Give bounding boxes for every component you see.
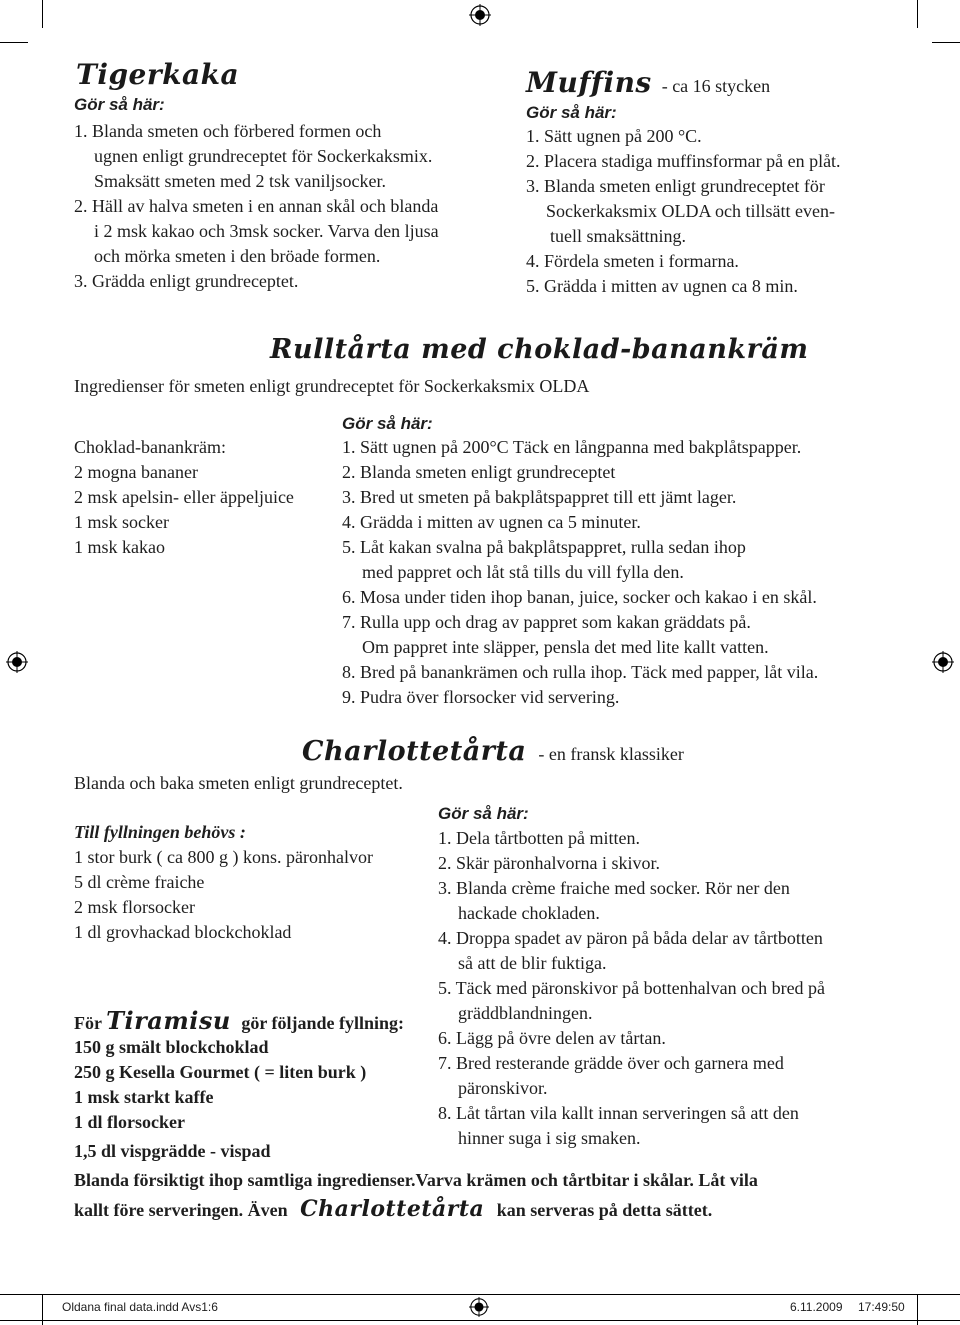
step-line: Om pappret inte släpper, pensla det med lite kallt vatten. [362, 637, 769, 657]
ingredient: 1 stor burk ( ca 800 g ) kons. päronhalvor [74, 847, 373, 867]
step-line: 4. Fördela smeten i formarna. [526, 251, 739, 271]
tiramisu-ingredients [74, 1035, 366, 1164]
rulltarta-title: Rulltårta med choklad-banankräm [270, 334, 809, 365]
step-line: 3. Bred ut smeten på bakplåtspappret till ett jämt lager. [342, 487, 737, 507]
slug-line [0, 1294, 960, 1295]
step-line: 5. Låt kakan svalna på bakplåtspappret, rulla sedan ihop [342, 537, 746, 557]
step-line: hackade chokladen. [458, 903, 600, 923]
step-line: 2. Häll av halva smeten i en annan skål och blanda [74, 196, 439, 216]
charlotte-intro: Blanda och baka smeten enligt grundreceptet. [74, 773, 403, 793]
footer-file: Oldana final data.indd Avs1:6 [62, 1300, 218, 1314]
ingredient: Choklad-banankräm: [74, 437, 226, 457]
step-line: 2. Blanda smeten enligt grundreceptet [342, 462, 616, 482]
step-line: 1. Blanda smeten och förbered formen och [74, 121, 382, 141]
charlotte-steps [438, 826, 825, 1151]
charlotte-header [302, 736, 684, 767]
step-line: och mörka smeten i den bröade formen. [94, 246, 381, 266]
step-line: gräddblandningen. [458, 1003, 593, 1023]
crop-mark [917, 0, 918, 28]
tiramisu-header [74, 1008, 404, 1036]
tiramisu-suffix: gör följande fyllning: [241, 1013, 405, 1033]
rulltarta-steps [342, 435, 818, 710]
step-line: med pappret och låt stå tills du vill fylla den. [362, 562, 684, 582]
rulltarta-intro: Ingredienser för smeten enligt grundreceptet för Sockerkaksmix OLDA [74, 376, 590, 396]
muffins-title: Muffins [526, 66, 652, 99]
muffins-howto: Gör så här: [526, 103, 617, 122]
tigerkaka-title: Tigerkaka [76, 58, 240, 91]
step-line: 2. Placera stadiga muffinsformar på en plåt. [526, 151, 841, 171]
step-line: 4. Grädda i mitten av ugnen ca 5 minuter. [342, 512, 641, 532]
crop-mark [42, 1294, 43, 1325]
slug-line [0, 1320, 960, 1321]
closing-text: kan serveras på detta sättet. [496, 1200, 713, 1220]
step-line: 1. Dela tårtbotten på mitten. [438, 828, 640, 848]
charlotte-subtitle: - en fransk klassiker [538, 744, 684, 764]
step-line: 5. Täck med päronskivor på bottenhalvan och bred på [438, 978, 826, 998]
step-line: 6. Lägg på övre delen av tårtan. [438, 1028, 666, 1048]
charlotte-filling [74, 845, 373, 945]
crop-mark [0, 42, 28, 43]
muffins-header [526, 66, 770, 99]
step-line: 7. Rulla upp och drag av pappret som kakan gräddats på. [342, 612, 751, 632]
rulltarta-howto: Gör så här: [342, 414, 433, 433]
ingredient: 1 msk kakao [74, 537, 165, 557]
registration-mark-icon [6, 651, 28, 673]
ingredient: 2 mogna bananer [74, 462, 198, 482]
ingredient: 1 msk socker [74, 512, 169, 532]
step-line: 9. Pudra över florsocker vid servering. [342, 687, 620, 707]
step-line: 5. Grädda i mitten av ugnen ca 8 min. [526, 276, 798, 296]
step-line: 3. Grädda enligt grundreceptet. [74, 271, 299, 291]
charlotte-title: Charlottetårta [302, 736, 527, 767]
step-line: 1. Sätt ugnen på 200 °C. [526, 126, 702, 146]
ingredient: 2 msk florsocker [74, 897, 195, 917]
step-line: 8. Låt tårtan vila kallt innan serveringen så att den [438, 1103, 799, 1123]
tiramisu-closing-2 [74, 1197, 712, 1223]
ingredient: 1 dl florsocker [74, 1112, 185, 1132]
step-line: i 2 msk kakao och 3msk socker. Varva den ljusa [94, 221, 439, 241]
tigerkaka-steps [74, 119, 439, 294]
step-line: 2. Skär päronhalvorna i skivor. [438, 853, 660, 873]
step-line: Smaksätt smeten med 2 tsk vaniljsocker. [94, 171, 386, 191]
ingredient: 2 msk apelsin- eller äppeljuice [74, 487, 294, 507]
ingredient: 150 g smält blockchoklad [74, 1037, 269, 1057]
ingredient: 1,5 dl vispgrädde - vispad [74, 1141, 271, 1161]
registration-mark-icon [469, 4, 491, 26]
step-line: päronskivor. [458, 1078, 548, 1098]
crop-mark [917, 1294, 918, 1325]
crop-mark [932, 42, 960, 43]
step-line: så att de blir fuktiga. [458, 953, 607, 973]
muffins-steps [526, 124, 841, 299]
charlotte-howto: Gör så här: [438, 804, 529, 823]
step-line: 4. Droppa spadet av päron på båda delar av tårtbotten [438, 928, 823, 948]
step-line: ugnen enligt grundreceptet för Sockerkaksmix. [94, 146, 433, 166]
registration-mark-icon [469, 1297, 489, 1317]
ingredient: 1 dl grovhackad blockchoklad [74, 922, 292, 942]
step-line: 7. Bred resterande grädde över och garnera med [438, 1053, 784, 1073]
closing-text: kallt före serveringen. Även [74, 1200, 288, 1220]
footer-time: 17:49:50 [858, 1300, 905, 1314]
step-line: 8. Bred på banankrämen och rulla ihop. Täck med papper, låt vila. [342, 662, 819, 682]
step-line: 3. Blanda smeten enligt grundreceptet för [526, 176, 825, 196]
step-line: 3. Blanda crème fraiche med socker. Rör ner den [438, 878, 790, 898]
step-line: hinner suga i sig smaken. [458, 1128, 641, 1148]
step-line: 6. Mosa under tiden ihop banan, juice, socker och kakao i en skål. [342, 587, 817, 607]
step-line: 1. Sätt ugnen på 200°C Täck en långpanna med bakplåtspapper. [342, 437, 802, 457]
ingredient: 1 msk starkt kaffe [74, 1087, 214, 1107]
rulltarta-ingredients [74, 435, 294, 560]
footer-date: 6.11.2009 [790, 1300, 843, 1314]
ingredient: 5 dl crème fraiche [74, 872, 205, 892]
ingredient: 250 g Kesella Gourmet ( = liten burk ) [74, 1062, 367, 1082]
tigerkaka-howto: Gör så här: [74, 95, 165, 114]
charlotte-filling-heading: Till fyllningen behövs : [74, 822, 246, 842]
tiramisu-closing-1: Blanda försiktigt ihop samtliga ingredienser.Varva krämen och tårtbitar i skålar. Låt vila [74, 1170, 758, 1190]
step-line: Sockerkaksmix OLDA och tillsätt even- [546, 201, 835, 221]
registration-mark-icon [932, 651, 954, 673]
muffins-subtitle: - ca 16 stycken [661, 76, 771, 96]
tiramisu-name: Tiramisu [106, 1006, 231, 1035]
tiramisu-prefix: För [74, 1013, 102, 1033]
step-line: tuell smaksättning. [550, 226, 686, 246]
crop-mark [42, 0, 43, 28]
closing-recipe-name: Charlottetårta [300, 1196, 485, 1222]
